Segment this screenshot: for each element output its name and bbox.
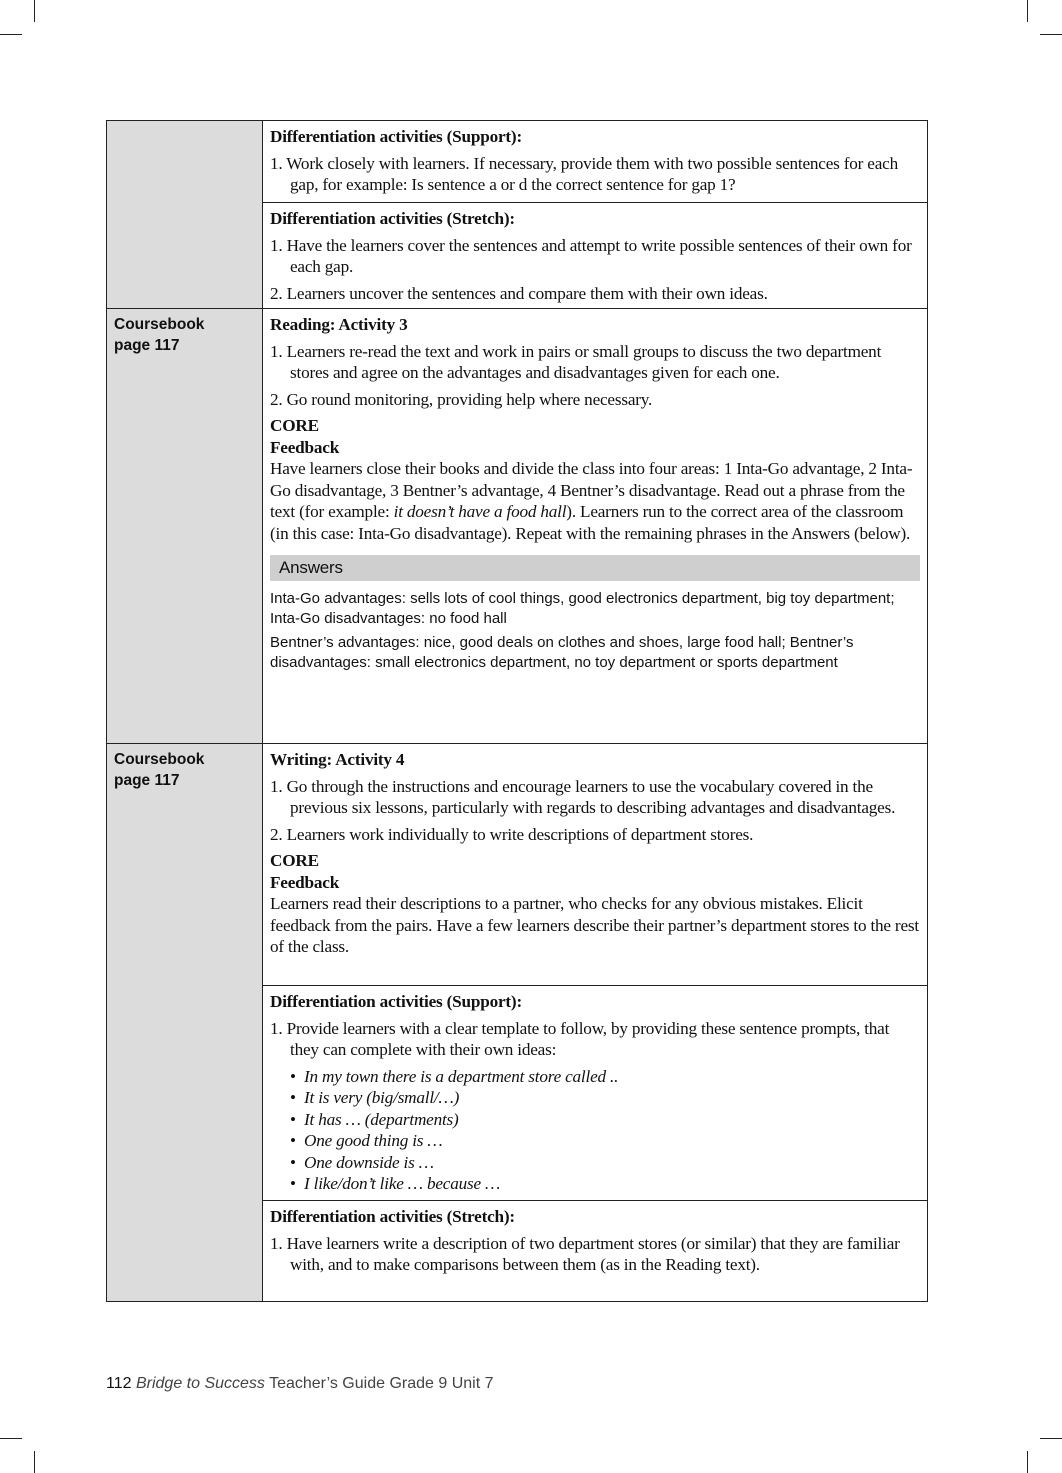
table-row [107,308,927,743]
feedback-text: Learners read their descriptions to a partner, who checks for any obvious mistakes. Elicit feedback from the pairs. Have a few learners describe their partner’s department stores to the rest of the class. [270,894,919,956]
list-item: 2. Learners uncover the sentences and compare them with their own ideas. [270,283,768,303]
section-heading: Differentiation activities (Stretch): [270,209,515,228]
answer-text: Bentner’s advantages: nice, good deals on clothes and shoes, large food hall; Bentner’s disadvantages: small electronics department, no toy department or sports department [270,634,854,671]
crop-mark [0,1438,22,1439]
core-label: CORE [270,851,319,870]
feedback-text-part: ). Learners run to the correct area of the classroom (in this case: Inta-Go disadvantage). Repeat with the remaining phrases in the Answers (below). [270,502,911,543]
feedback-text [270,458,920,544]
stretch-cell [263,1200,927,1301]
answers-heading: Answers [270,555,920,581]
list-item: 1. Go through the instructions and encourage learners to use the vocabulary covered in the previous six lessons, particularly with regards to describing advantages and disadvantages. [270,776,896,817]
section-heading: Reading: Activity 3 [270,315,408,334]
reference-cell [107,121,263,308]
crop-mark [34,0,35,22]
feedback-label: Feedback [270,872,340,892]
feedback-example-phrase: it doesn’t have a food hall [393,502,567,521]
crop-mark [1027,1451,1028,1473]
feedback-text-part: Have learners close their books and divide the class into four areas: 1 Inta-Go advantage, 2 Inta-Go disadvantage, 3 Bentner’s advantage, 4 Bentner’s disadvantage. Read out a phrase from the text (for example: [270,459,913,521]
table-row [107,743,927,1301]
reference-cell [107,309,263,743]
reference-cell [107,744,263,1301]
list-item: 1. Have learners write a description of two department stores (or similar) that they are familiar with, and to make comparisons between them (as in the Reading text). [270,1233,900,1274]
prompt-bullet: • In my town there is a department store called .. [270,1066,920,1088]
prompt-bullet: • I like/don’t like … because … [270,1173,920,1195]
list-item: 1. Learners re-read the text and work in pairs or small groups to discuss the two department stores and agree on the advantages and disadvantages given for each one. [270,341,882,382]
crop-mark [34,1451,35,1473]
list-item: 1. Work closely with learners. If necessary, provide them with two possible sentences for each gap, for example: Is sentence a or d the correct sentence for gap 1? [270,153,898,194]
list-item: 2. Go round monitoring, providing help where necessary. [270,389,653,409]
feedback-label: Feedback [270,437,340,457]
answer-text: Inta-Go advantages: sells lots of cool things, good electronics department, big toy department; Inta-Go disadvantages: no food hall [270,590,895,627]
section-heading: Differentiation activities (Support): [270,127,522,146]
page-label: page 117 [114,772,180,789]
section-heading: Differentiation activities (Support): [270,992,522,1011]
list-item: 2. Learners work individually to write descriptions of department stores. [270,824,754,844]
page-label: page 117 [114,337,180,354]
page-number: 112 [106,1375,132,1392]
section-heading: Differentiation activities (Stretch): [270,1207,515,1226]
writing-activity-cell [263,744,927,985]
crop-mark [1040,34,1062,35]
page-footer [106,1375,494,1393]
support-cell [263,985,927,1200]
list-item: 1. Provide learners with a clear template to follow, by providing these sentence prompts, that they can complete with their own ideas: [270,1018,890,1059]
crop-mark [1040,1438,1062,1439]
section-heading: Writing: Activity 4 [270,750,405,769]
lesson-table [106,120,928,1302]
coursebook-label: Coursebook [114,316,205,333]
support-cell [263,121,927,202]
prompt-bullet: • It is very (big/small/…) [270,1087,920,1109]
prompt-bullet: • One good thing is … [270,1130,920,1152]
book-title: Bridge to Success [135,1375,265,1392]
list-item: 1. Have the learners cover the sentences and attempt to write possible sentences of their own for each gap. [270,235,912,276]
reading-activity-cell [263,309,927,743]
book-subtitle: Teacher’s Guide Grade 9 Unit 7 [269,1375,494,1392]
prompt-bullet: • It has … (departments) [270,1109,920,1131]
crop-mark [1027,0,1028,22]
crop-mark [0,34,22,35]
table-row [107,121,927,308]
prompt-bullet: • One downside is … [270,1152,920,1174]
stretch-cell [263,202,927,308]
coursebook-label: Coursebook [114,751,205,768]
core-label: CORE [270,416,319,435]
